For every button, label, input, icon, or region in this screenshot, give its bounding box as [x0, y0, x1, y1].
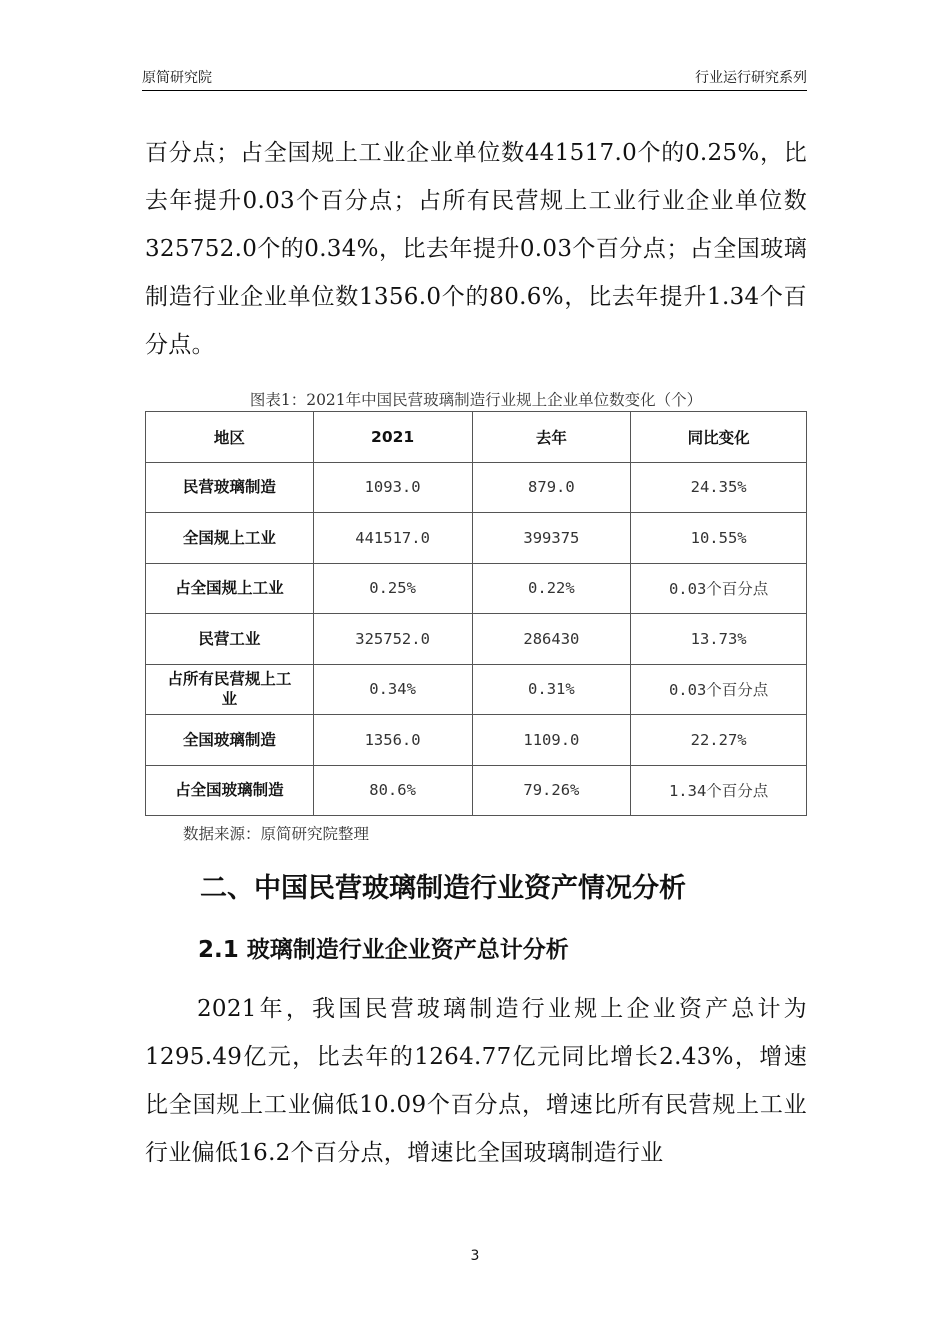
- data-table: [145, 411, 807, 816]
- table-row: [146, 765, 807, 816]
- cell-value: 13.73%: [631, 614, 807, 665]
- row-label: 全国玻璃制造: [146, 715, 314, 766]
- body-paragraph-2: 2021年，我国民营玻璃制造行业规上企业资产总计为1295.49亿元，比去年的1264.77亿元同比增长2.43%，增速比全国规上工业偏低10.09个百分点，增速比所有民营规上工业行业偏低16.2个百分点，增速比全国玻璃制造行业: [145, 996, 807, 1166]
- header-left-text: 原简研究院: [142, 70, 212, 86]
- cell-value: 286430: [472, 614, 631, 665]
- cell-value: 441517.0: [313, 513, 472, 564]
- section-heading: 二、中国民营玻璃制造行业资产情况分析: [200, 873, 686, 904]
- table-header-row: [146, 412, 807, 463]
- cell-value: 325752.0: [313, 614, 472, 665]
- cell-value: 0.03个百分点: [631, 664, 807, 715]
- cell-value: 0.31%: [472, 664, 631, 715]
- cell-value: 0.25%: [313, 563, 472, 614]
- cell-value: 1.34个百分点: [631, 765, 807, 816]
- page-number: 3: [470, 1248, 480, 1264]
- cell-value: 399375: [472, 513, 631, 564]
- body-paragraph-1: 百分点；占全国规上工业企业单位数441517.0个的0.25%，比去年提升0.03个百分点；占所有民营规上工业行业企业单位数325752.0个的0.34%，比去年提升0.03个百分点；占全国玻璃制造行业企业单位数1356.0个的80.6%，比去年提升1.34个百分点。: [145, 140, 807, 358]
- cell-value: 79.26%: [472, 765, 631, 816]
- table-row: [146, 563, 807, 614]
- row-label: 占全国玻璃制造: [146, 765, 314, 816]
- cell-value: 10.55%: [631, 513, 807, 564]
- table-row: [146, 513, 807, 564]
- header-right-text: 行业运行研究系列: [695, 70, 807, 86]
- cell-value: 0.22%: [472, 563, 631, 614]
- cell-value: 80.6%: [313, 765, 472, 816]
- cell-value: 24.35%: [631, 462, 807, 513]
- table-row: [146, 664, 807, 715]
- table-row: [146, 715, 807, 766]
- cell-value: 1356.0: [313, 715, 472, 766]
- row-label: 全国规上工业: [146, 513, 314, 564]
- subsection-heading: 2.1 玻璃制造行业企业资产总计分析: [198, 937, 569, 963]
- table-caption: 图表1：2021年中国民营玻璃制造行业规上企业单位数变化（个）: [249, 391, 703, 409]
- row-label: 占全国规上工业: [146, 563, 314, 614]
- row-label: 占所有民营规上工业: [146, 664, 314, 715]
- row-label: 民营工业: [146, 614, 314, 665]
- column-header: 去年: [472, 412, 631, 463]
- page-header: [142, 64, 807, 91]
- column-header: 2021: [313, 412, 472, 463]
- column-header: 同比变化: [631, 412, 807, 463]
- cell-value: 0.03个百分点: [631, 563, 807, 614]
- cell-value: 1109.0: [472, 715, 631, 766]
- table-row: [146, 614, 807, 665]
- cell-value: 0.34%: [313, 664, 472, 715]
- cell-value: 1093.0: [313, 462, 472, 513]
- cell-value: 879.0: [472, 462, 631, 513]
- row-label: 民营玻璃制造: [146, 462, 314, 513]
- column-header: 地区: [146, 412, 314, 463]
- table-row: [146, 462, 807, 513]
- table-source-note: 数据来源：原简研究院整理: [183, 825, 370, 843]
- cell-value: 22.27%: [631, 715, 807, 766]
